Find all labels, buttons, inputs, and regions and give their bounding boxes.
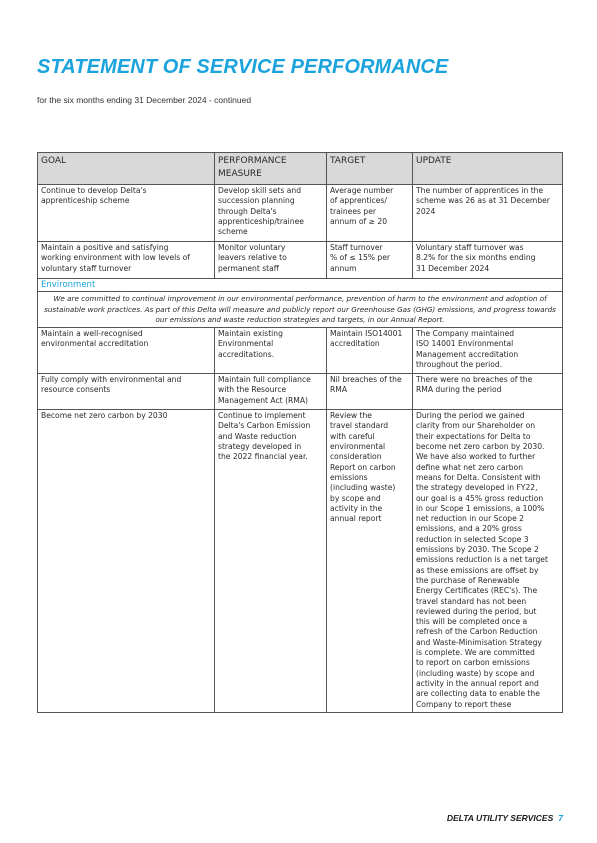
- update-cell: The Company maintained ISO 14001 Environmental Management accreditation throughout the period.: [413, 328, 563, 374]
- footer-company: DELTA UTILITY SERVICES: [446, 813, 554, 823]
- page-footer: [447, 813, 563, 823]
- header-update: UPDATE: [413, 153, 563, 185]
- section-intro: We are committed to continual improvement in our environmental performance, prevention of harm to the environment and adoption of sustainable work practices. As part of this Delta will measure and publicly report our Greenhouse Gas (GHG) emissions, and progress towards our emissions and waste reduction strategies and targets, in our Annual Report.: [38, 292, 563, 328]
- section-row-environment: [38, 279, 563, 292]
- goal-cell: Become net zero carbon by 2030: [38, 410, 215, 713]
- measure-cell: Monitor voluntary leavers relative to permanent staff: [215, 242, 327, 279]
- page-number: 7: [558, 813, 563, 823]
- table-row: [38, 328, 563, 374]
- update-cell: The number of apprentices in the scheme was 26 as at 31 December 2024: [413, 185, 563, 242]
- page-subtitle: for the six months ending 31 December 2024 - continued: [37, 95, 252, 105]
- target-cell: Review the travel standard with careful environmental consideration Report on carbon emissions (including waste) by scope and activity in the annual report: [327, 410, 413, 713]
- update-cell: Voluntary staff turnover was 8.2% for the six months ending 31 December 2024: [413, 242, 563, 279]
- measure-cell: Continue to implement Delta's Carbon Emission and Waste reduction strategy developed in the 2022 financial year.: [215, 410, 327, 713]
- table-row: [38, 185, 563, 242]
- target-cell: Staff turnover % of ≤ 15% per annum: [327, 242, 413, 279]
- measure-cell: Maintain full compliance with the Resource Management Act (RMA): [215, 374, 327, 410]
- goal-cell: Fully comply with environmental and resource consents: [38, 374, 215, 410]
- table-header-row: [38, 153, 563, 185]
- section-label: Environment: [38, 279, 563, 292]
- table-row: [38, 242, 563, 279]
- target-cell: Maintain ISO14001 accreditation: [327, 328, 413, 374]
- performance-table: [37, 152, 563, 713]
- goal-cell: Maintain a well-recognised environmental accreditation: [38, 328, 215, 374]
- table-row: [38, 374, 563, 410]
- section-intro-row: [38, 292, 563, 328]
- target-cell: Nil breaches of the RMA: [327, 374, 413, 410]
- page-title: STATEMENT OF SERVICE PERFORMANCE: [37, 56, 449, 78]
- goal-cell: Continue to develop Delta's apprenticeship scheme: [38, 185, 215, 242]
- measure-cell: Develop skill sets and succession planning through Delta's apprenticeship/trainee scheme: [215, 185, 327, 242]
- header-performance-measure: PERFORMANCE MEASURE: [215, 153, 327, 185]
- target-cell: Average number of apprentices/ trainees per annum of ≥ 20: [327, 185, 413, 242]
- update-cell: During the period we gained clarity from our Shareholder on their expectations for Delta to become net zero carbon by 2030. We have also worked to further define what net zero carbon means for Delta. Consistent with the strategy developed in FY22, our goal is a 45% gross reduction in our Scope 1 emissions, a 100% net reduction in our Scope 2 emissions, and a 20% gross reduction in selected Scope 3 emissions by 2030. The Scope 2 emissions reduction is a net target as these emissions are offset by the purchase of Renewable Energy Certificates (REC's). The travel standard has not been reviewed during the period, but this will be completed once a refresh of the Carbon Reduction and Waste-Minimisation Strategy is complete. We are committed to report on carbon emissions (including waste) by scope and activity in the annual report and are collecting data to enable the Company to report these: [413, 410, 563, 713]
- update-cell: There were no breaches of the RMA during the period: [413, 374, 563, 410]
- measure-cell: Maintain existing Environmental accreditations.: [215, 328, 327, 374]
- table-row: [38, 410, 563, 713]
- header-target: TARGET: [327, 153, 413, 185]
- header-goal: GOAL: [38, 153, 215, 185]
- goal-cell: Maintain a positive and satisfying working environment with low levels of voluntary staff turnover: [38, 242, 215, 279]
